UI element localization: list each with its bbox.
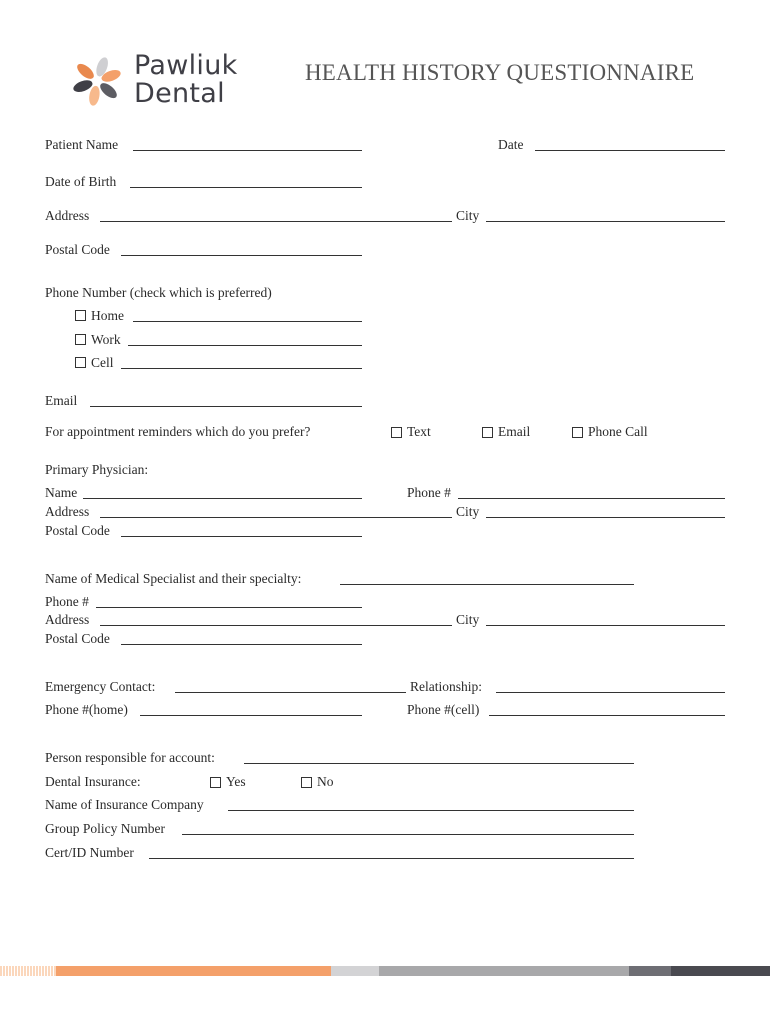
reminder-question: For appointment reminders which do you prefer?	[45, 424, 311, 439]
insurance-label: Dental Insurance:	[45, 774, 141, 789]
emergency-phone-home-field[interactable]	[140, 715, 362, 716]
emergency-phone-cell-field[interactable]	[489, 715, 725, 716]
email-field[interactable]	[90, 406, 362, 407]
emergency-contact-field[interactable]	[175, 692, 406, 693]
specialist-postal-label: Postal Code	[45, 631, 110, 646]
specialist-phone-field[interactable]	[96, 607, 362, 608]
footer-stripe-dark-gray	[629, 966, 671, 976]
date-field[interactable]	[535, 150, 725, 151]
relationship-label: Relationship:	[410, 679, 482, 694]
flower-logo-icon	[70, 52, 130, 112]
phone-home-label: Home	[91, 308, 124, 323]
physician-heading: Primary Physician:	[45, 462, 149, 477]
physician-postal-field[interactable]	[121, 536, 362, 537]
emergency-contact-label: Emergency Contact:	[45, 679, 156, 694]
footer-stripe-charcoal	[671, 966, 770, 976]
page-title: HEALTH HISTORY QUESTIONNAIRE	[305, 60, 695, 85]
postal-code-field[interactable]	[121, 255, 362, 256]
reminder-text-label: Text	[407, 424, 431, 439]
specialist-postal-field[interactable]	[121, 644, 362, 645]
patient-name-label: Patient Name	[45, 137, 119, 152]
phone-cell-label: Cell	[91, 355, 114, 370]
specialist-city-label: City	[456, 612, 480, 627]
phone-cell-checkbox[interactable]	[75, 357, 86, 368]
footer-stripe-fade	[0, 966, 56, 976]
city-label: City	[456, 208, 480, 223]
footer-stripe-light-gray	[331, 966, 379, 976]
phone-work-field[interactable]	[128, 345, 362, 346]
physician-phone-field[interactable]	[458, 498, 725, 499]
insurance-company-field[interactable]	[228, 810, 634, 811]
insurance-no-checkbox[interactable]	[301, 777, 312, 788]
insurance-yes-label: Yes	[226, 774, 246, 789]
reminder-text-checkbox[interactable]	[391, 427, 402, 438]
emergency-phone-cell-label: Phone #(cell)	[407, 702, 480, 717]
cert-id-field[interactable]	[149, 858, 634, 859]
physician-postal-label: Postal Code	[45, 523, 110, 538]
physician-address-label: Address	[45, 504, 90, 519]
phone-home-field[interactable]	[133, 321, 362, 322]
postal-code-label: Postal Code	[45, 242, 110, 257]
insurance-company-label: Name of Insurance Company	[45, 797, 204, 812]
cert-id-label: Cert/ID Number	[45, 845, 134, 860]
address-field[interactable]	[100, 221, 452, 222]
specialist-heading: Name of Medical Specialist and their specialty:	[45, 571, 302, 586]
reminder-phone-call-checkbox[interactable]	[572, 427, 583, 438]
physician-name-field[interactable]	[83, 498, 362, 499]
dob-label: Date of Birth	[45, 174, 117, 189]
phone-work-checkbox[interactable]	[75, 334, 86, 345]
dob-field[interactable]	[130, 187, 362, 188]
brand-name-line2: Dental	[134, 78, 225, 109]
reminder-email-checkbox[interactable]	[482, 427, 493, 438]
specialist-name-field[interactable]	[340, 584, 634, 585]
specialist-city-field[interactable]	[486, 625, 725, 626]
footer-stripe-orange	[56, 966, 331, 976]
reminder-email-label: Email	[498, 424, 531, 439]
phone-cell-field[interactable]	[121, 368, 362, 369]
physician-address-field[interactable]	[100, 517, 452, 518]
phone-work-label: Work	[91, 332, 121, 347]
email-label: Email	[45, 393, 78, 408]
phone-heading: Phone Number (check which is preferred)	[45, 285, 272, 300]
insurance-yes-checkbox[interactable]	[210, 777, 221, 788]
city-field[interactable]	[486, 221, 725, 222]
physician-phone-label: Phone #	[407, 485, 451, 500]
physician-city-field[interactable]	[486, 517, 725, 518]
emergency-phone-home-label: Phone #(home)	[45, 702, 128, 717]
physician-city-label: City	[456, 504, 480, 519]
relationship-field[interactable]	[496, 692, 725, 693]
specialist-phone-label: Phone #	[45, 594, 89, 609]
phone-home-checkbox[interactable]	[75, 310, 86, 321]
group-policy-field[interactable]	[182, 834, 634, 835]
physician-name-label: Name	[45, 485, 78, 500]
specialist-address-field[interactable]	[100, 625, 452, 626]
insurance-no-label: No	[317, 774, 334, 789]
group-policy-label: Group Policy Number	[45, 821, 165, 836]
brand-logo	[70, 52, 270, 112]
footer-stripe-gray	[379, 966, 629, 976]
patient-name-field[interactable]	[133, 150, 362, 151]
reminder-phone-call-label: Phone Call	[588, 424, 648, 439]
specialist-address-label: Address	[45, 612, 90, 627]
date-label: Date	[498, 137, 524, 152]
address-label: Address	[45, 208, 90, 223]
responsible-field[interactable]	[244, 763, 634, 764]
brand-name-line1: Pawliuk	[134, 50, 238, 81]
responsible-label: Person responsible for account:	[45, 750, 215, 765]
